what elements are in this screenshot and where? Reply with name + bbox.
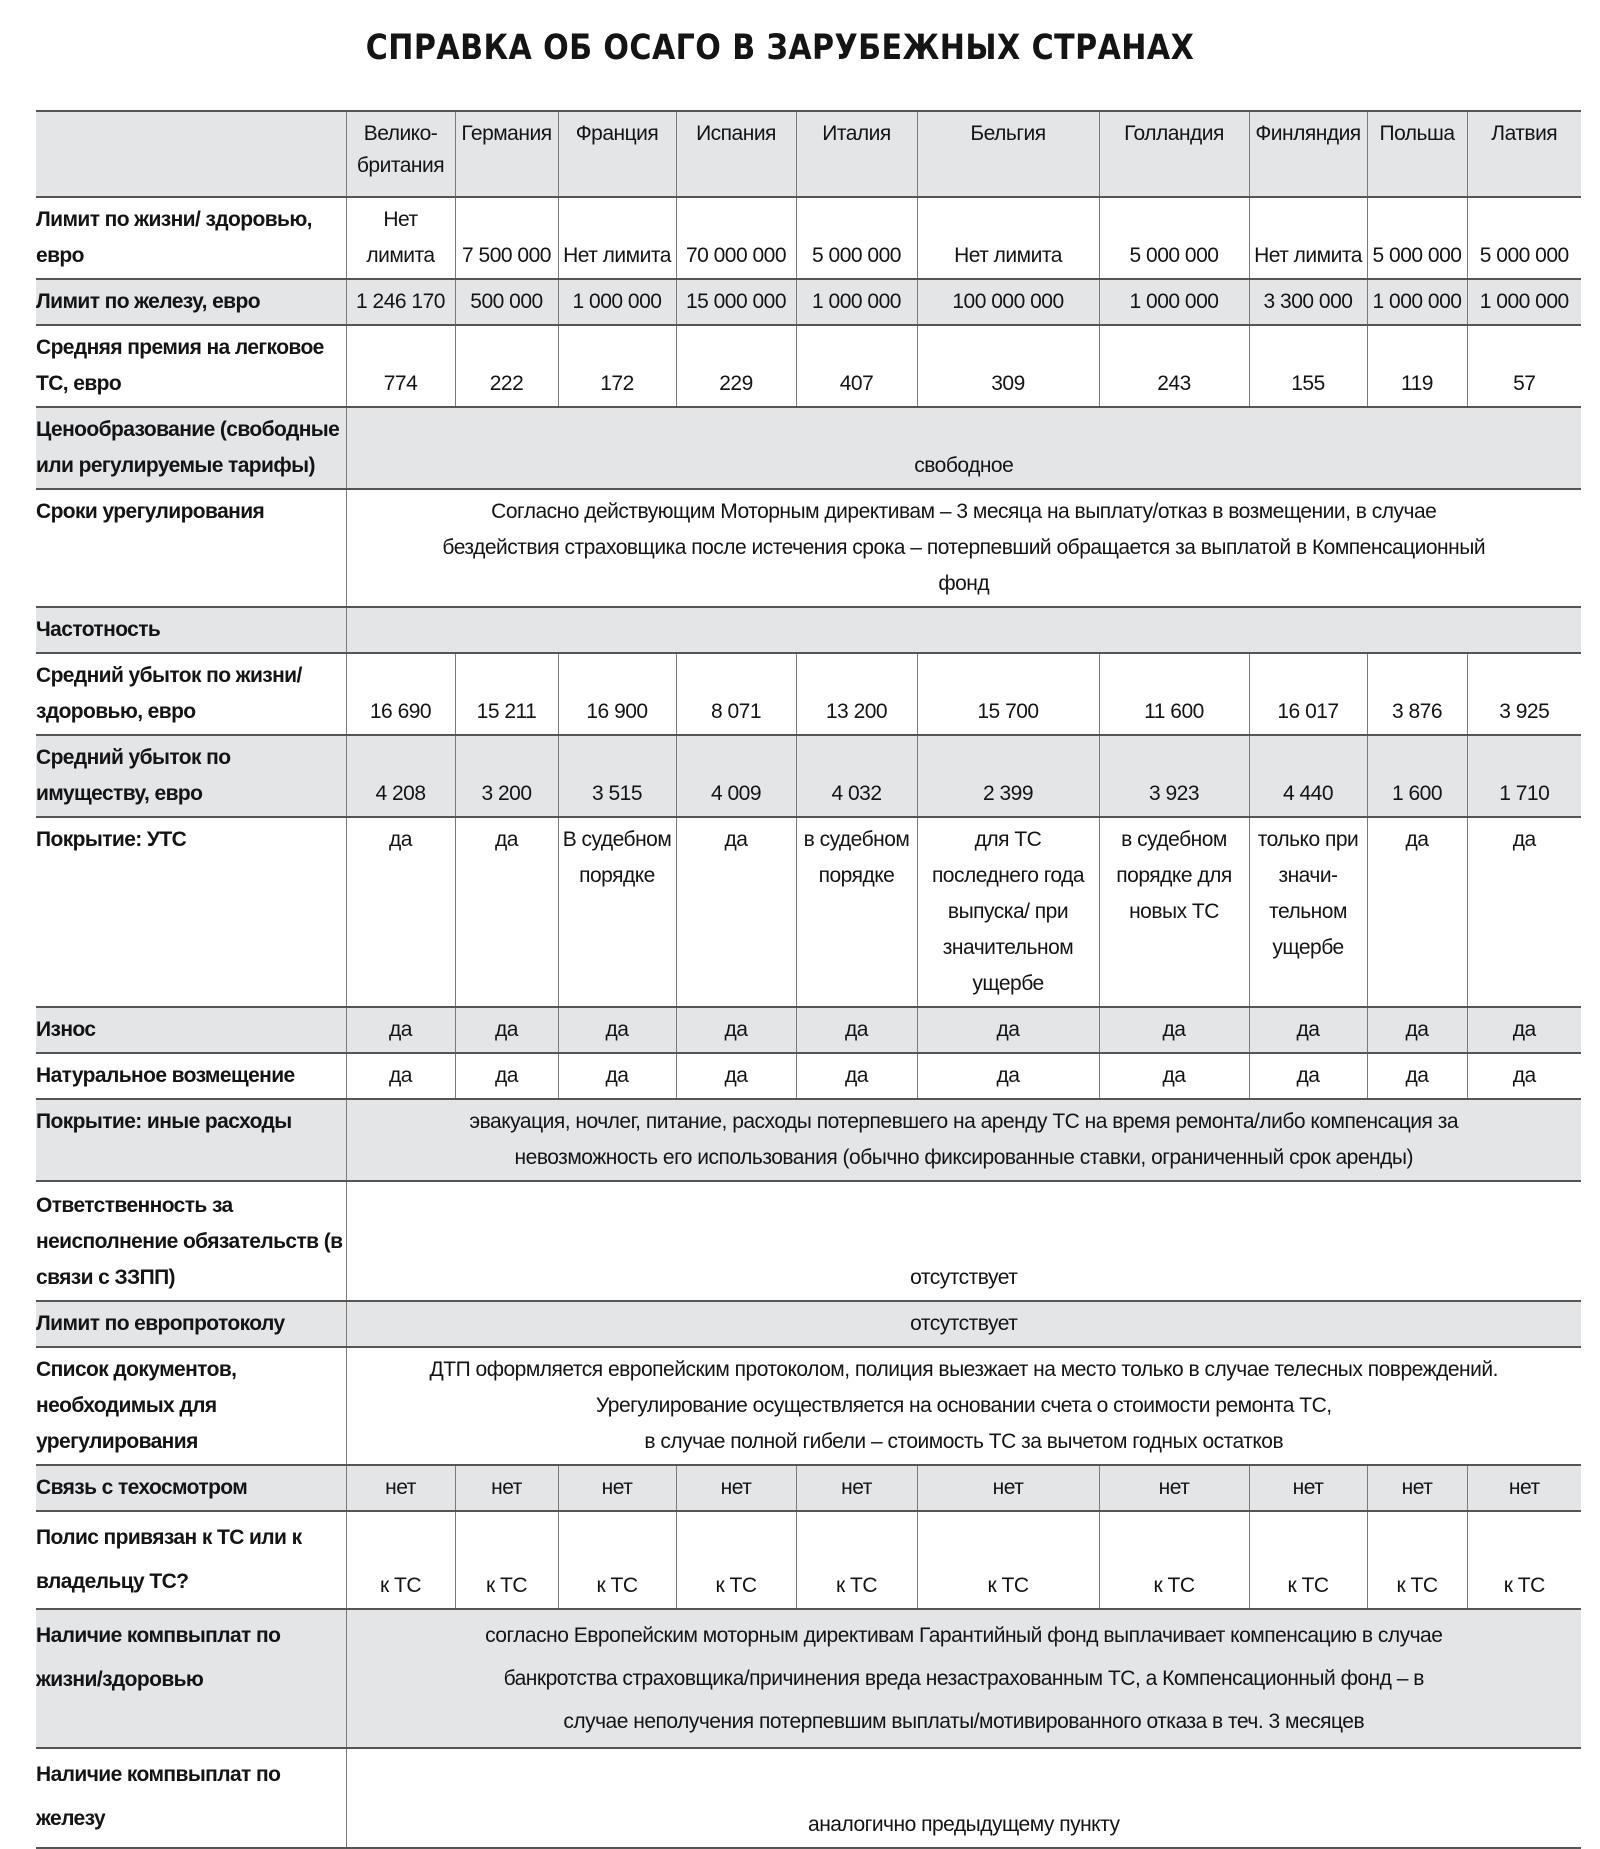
table-row — [36, 1511, 1581, 1609]
table-cell: в судебном порядке для новых ТС — [1099, 817, 1249, 1007]
merged-cell: отсутствует — [346, 1181, 1581, 1301]
table-cell: 3 200 — [455, 735, 558, 817]
table-row — [36, 607, 1581, 653]
table-cell: 4 440 — [1249, 735, 1367, 817]
row-label: Ценообразование (свободные или регулируемые тарифы) — [36, 407, 346, 489]
table-row — [36, 325, 1581, 407]
table-cell: да — [455, 1053, 558, 1099]
country-header: Франция — [558, 111, 676, 197]
table-cell: да — [1099, 1053, 1249, 1099]
table-row — [36, 1099, 1581, 1181]
table-cell: к ТС — [917, 1511, 1099, 1609]
table-cell: 11 600 — [1099, 653, 1249, 735]
table-cell: да — [1099, 1007, 1249, 1053]
table-cell: нет — [558, 1465, 676, 1511]
row-label: Частотность — [36, 607, 346, 653]
table-cell: к ТС — [558, 1511, 676, 1609]
table-row — [36, 1301, 1581, 1347]
table-cell: 172 — [558, 325, 676, 407]
row-label: Лимит по европротоколу — [36, 1301, 346, 1347]
table-cell: да — [346, 1007, 455, 1053]
table-cell: нет — [796, 1465, 917, 1511]
table-row — [36, 1007, 1581, 1053]
merged-cell: свободное — [346, 407, 1581, 489]
row-label: Наличие компвыплат по железу — [36, 1748, 346, 1848]
table-row — [36, 1748, 1581, 1848]
table-cell: 4 208 — [346, 735, 455, 817]
table-cell: к ТС — [346, 1511, 455, 1609]
table-cell: к ТС — [1467, 1511, 1581, 1609]
table-cell: да — [558, 1007, 676, 1053]
table-cell: 2 399 — [917, 735, 1099, 817]
table-cell: нет — [1467, 1465, 1581, 1511]
table-cell: 3 515 — [558, 735, 676, 817]
table-cell: да — [917, 1053, 1099, 1099]
table-row — [36, 1609, 1581, 1748]
table-cell: да — [1367, 817, 1467, 1007]
table-cell: 1 000 000 — [1099, 279, 1249, 325]
table-cell: 1 000 000 — [1367, 279, 1467, 325]
table-cell: 1 600 — [1367, 735, 1467, 817]
table-cell: 5 000 000 — [796, 197, 917, 279]
table-cell: да — [917, 1007, 1099, 1053]
merged-cell: Согласно действующим Моторным директивам – 3 месяца на выплату/отказ в возмещении, в случае бездействия страховщика после истечения срока – потерпевший обращается за выплатой в Компенсационный фонд — [346, 489, 1581, 607]
country-header: Бельгия — [917, 111, 1099, 197]
table-cell: 13 200 — [796, 653, 917, 735]
table-cell: 15 700 — [917, 653, 1099, 735]
row-label: Список документов, необходимых для урегулирования — [36, 1347, 346, 1465]
table-cell: к ТС — [796, 1511, 917, 1609]
table-cell: 309 — [917, 325, 1099, 407]
merged-cell: согласно Европейским моторным директивам Гарантийный фонд выплачивает компенсацию в случае банкротства страховщика/причинения вреда незастрахованным ТС, а Компенсационный фонд – в случае неполучения потерпевшим выплаты/мотивированного отказа в теч. 3 месяцев — [346, 1609, 1581, 1748]
row-label: Связь с техосмотром — [36, 1465, 346, 1511]
country-header: Польша — [1367, 111, 1467, 197]
merged-cell — [346, 607, 1581, 653]
table-cell: 7 500 000 — [455, 197, 558, 279]
table-cell: нет — [676, 1465, 796, 1511]
row-label: Покрытие: УТС — [36, 817, 346, 1007]
table-cell: нет — [455, 1465, 558, 1511]
table-cell: 1 246 170 — [346, 279, 455, 325]
row-label: Наличие компвыплат по жизни/здоровью — [36, 1609, 346, 1748]
table-cell: да — [676, 1007, 796, 1053]
merged-cell — [346, 1347, 1581, 1465]
table-cell: 5 000 000 — [1099, 197, 1249, 279]
country-header: Италия — [796, 111, 917, 197]
documents-line: в случае полной гибели – стоимость ТС за вычетом годных остатков — [644, 1430, 1284, 1453]
country-header: Велико-британия — [346, 111, 455, 197]
table-cell: да — [455, 1007, 558, 1053]
table-cell: 500 000 — [455, 279, 558, 325]
row-label: Износ — [36, 1007, 346, 1053]
table-cell: да — [558, 1053, 676, 1099]
table-cell: да — [796, 1053, 917, 1099]
table-cell: 1 000 000 — [1467, 279, 1581, 325]
table-cell: 222 — [455, 325, 558, 407]
table-cell: 16 690 — [346, 653, 455, 735]
table-cell: да — [346, 1053, 455, 1099]
table-cell: 229 — [676, 325, 796, 407]
table-cell: 3 923 — [1099, 735, 1249, 817]
table-cell: для ТС последнего года выпуска/ при значительном ущербе — [917, 817, 1099, 1007]
table-cell: нет — [1367, 1465, 1467, 1511]
documents-line: ДТП оформляется европейским протоколом, полиция выезжает на место только в случае телесных повреждений. — [429, 1358, 1498, 1381]
country-header: Латвия — [1467, 111, 1581, 197]
table-cell: 16 017 — [1249, 653, 1367, 735]
table-cell: 155 — [1249, 325, 1367, 407]
table-cell: только при значи-тельном ущербе — [1249, 817, 1367, 1007]
merged-cell: отсутствует — [346, 1301, 1581, 1347]
table-cell: 57 — [1467, 325, 1581, 407]
merged-cell: аналогично предыдущему пункту — [346, 1748, 1581, 1848]
table-cell: нет — [346, 1465, 455, 1511]
table-cell: да — [1467, 817, 1581, 1007]
table-cell: да — [1367, 1007, 1467, 1053]
table-cell: 4 009 — [676, 735, 796, 817]
country-header: Германия — [455, 111, 558, 197]
merged-cell: эвакуация, ночлег, питание, расходы потерпевшего на аренду ТС на время ремонта/либо компенсация за невозможность его использования (обычно фиксированные ставки, ограниченный срок аренды) — [346, 1099, 1581, 1181]
table-cell: к ТС — [1099, 1511, 1249, 1609]
row-label: Покрытие: иные расходы — [36, 1099, 346, 1181]
table-row — [36, 1053, 1581, 1099]
table-cell: Нет лимита — [346, 197, 455, 279]
table-cell: 407 — [796, 325, 917, 407]
table-row — [36, 407, 1581, 489]
table-cell: 15 000 000 — [676, 279, 796, 325]
table-cell: 1 000 000 — [796, 279, 917, 325]
row-label: Средняя премия на легковое ТС, евро — [36, 325, 346, 407]
table-cell: да — [676, 1053, 796, 1099]
table-cell: да — [1367, 1053, 1467, 1099]
table-cell: нет — [1249, 1465, 1367, 1511]
table-row — [36, 489, 1581, 607]
table-cell: 15 211 — [455, 653, 558, 735]
table-cell: к ТС — [1367, 1511, 1467, 1609]
table-cell: 1 710 — [1467, 735, 1581, 817]
table-row — [36, 653, 1581, 735]
table-cell: 774 — [346, 325, 455, 407]
table-cell: 1 000 000 — [558, 279, 676, 325]
table-cell: да — [676, 817, 796, 1007]
documents-line: Урегулирование осуществляется на основании счета о стоимости ремонта ТС, — [595, 1394, 1332, 1417]
table-cell: да — [1249, 1007, 1367, 1053]
table-row — [36, 279, 1581, 325]
table-cell: да — [1467, 1053, 1581, 1099]
table-cell: в судебном порядке — [796, 817, 917, 1007]
row-label: Лимит по железу, евро — [36, 279, 346, 325]
row-label: Натуральное возмещение — [36, 1053, 346, 1099]
row-label: Средний убыток по имуществу, евро — [36, 735, 346, 817]
table-cell: да — [1249, 1053, 1367, 1099]
table-cell: Нет лимита — [1249, 197, 1367, 279]
row-label: Ответственность за неисполнение обязательств (в связи с ЗЗПП) — [36, 1181, 346, 1301]
table-cell: 70 000 000 — [676, 197, 796, 279]
table-cell: 16 900 — [558, 653, 676, 735]
table-cell: нет — [1099, 1465, 1249, 1511]
table-cell: да — [346, 817, 455, 1007]
table-cell: 243 — [1099, 325, 1249, 407]
table-row — [36, 197, 1581, 279]
table-cell: 119 — [1367, 325, 1467, 407]
table-cell: да — [796, 1007, 917, 1053]
table-cell: 5 000 000 — [1467, 197, 1581, 279]
country-header: Испания — [676, 111, 796, 197]
country-header: Голландия — [1099, 111, 1249, 197]
table-cell: 4 032 — [796, 735, 917, 817]
table-row — [36, 817, 1581, 1007]
table-cell: 8 071 — [676, 653, 796, 735]
table-cell: да — [1467, 1007, 1581, 1053]
page-title: СПРАВКА ОБ ОСАГО В ЗАРУБЕЖНЫХ СТРАНАХ — [365, 28, 1195, 68]
table-row — [36, 1181, 1581, 1301]
row-label: Полис привязан к ТС или к владельцу ТС? — [36, 1511, 346, 1609]
table-cell: к ТС — [1249, 1511, 1367, 1609]
table-row — [36, 735, 1581, 817]
table-cell: 100 000 000 — [917, 279, 1099, 325]
row-label: Лимит по жизни/ здоровью, евро — [36, 197, 346, 279]
table-cell: нет — [917, 1465, 1099, 1511]
row-label: Сроки урегулирования — [36, 489, 346, 607]
table-row — [36, 1347, 1581, 1465]
table-cell: В судебном порядке — [558, 817, 676, 1007]
table-cell: 3 925 — [1467, 653, 1581, 735]
corner-cell — [36, 111, 346, 197]
table-cell: 5 000 000 — [1367, 197, 1467, 279]
osago-comparison-table — [36, 110, 1581, 1849]
table-row — [36, 1465, 1581, 1511]
table-cell: 3 876 — [1367, 653, 1467, 735]
table-cell: к ТС — [455, 1511, 558, 1609]
row-label: Средний убыток по жизни/здоровью, евро — [36, 653, 346, 735]
table-cell: Нет лимита — [917, 197, 1099, 279]
table-cell: к ТС — [676, 1511, 796, 1609]
table-cell: Нет лимита — [558, 197, 676, 279]
table-cell: 3 300 000 — [1249, 279, 1367, 325]
country-header: Финляндия — [1249, 111, 1367, 197]
table-cell: да — [455, 817, 558, 1007]
header-row — [36, 111, 1581, 197]
